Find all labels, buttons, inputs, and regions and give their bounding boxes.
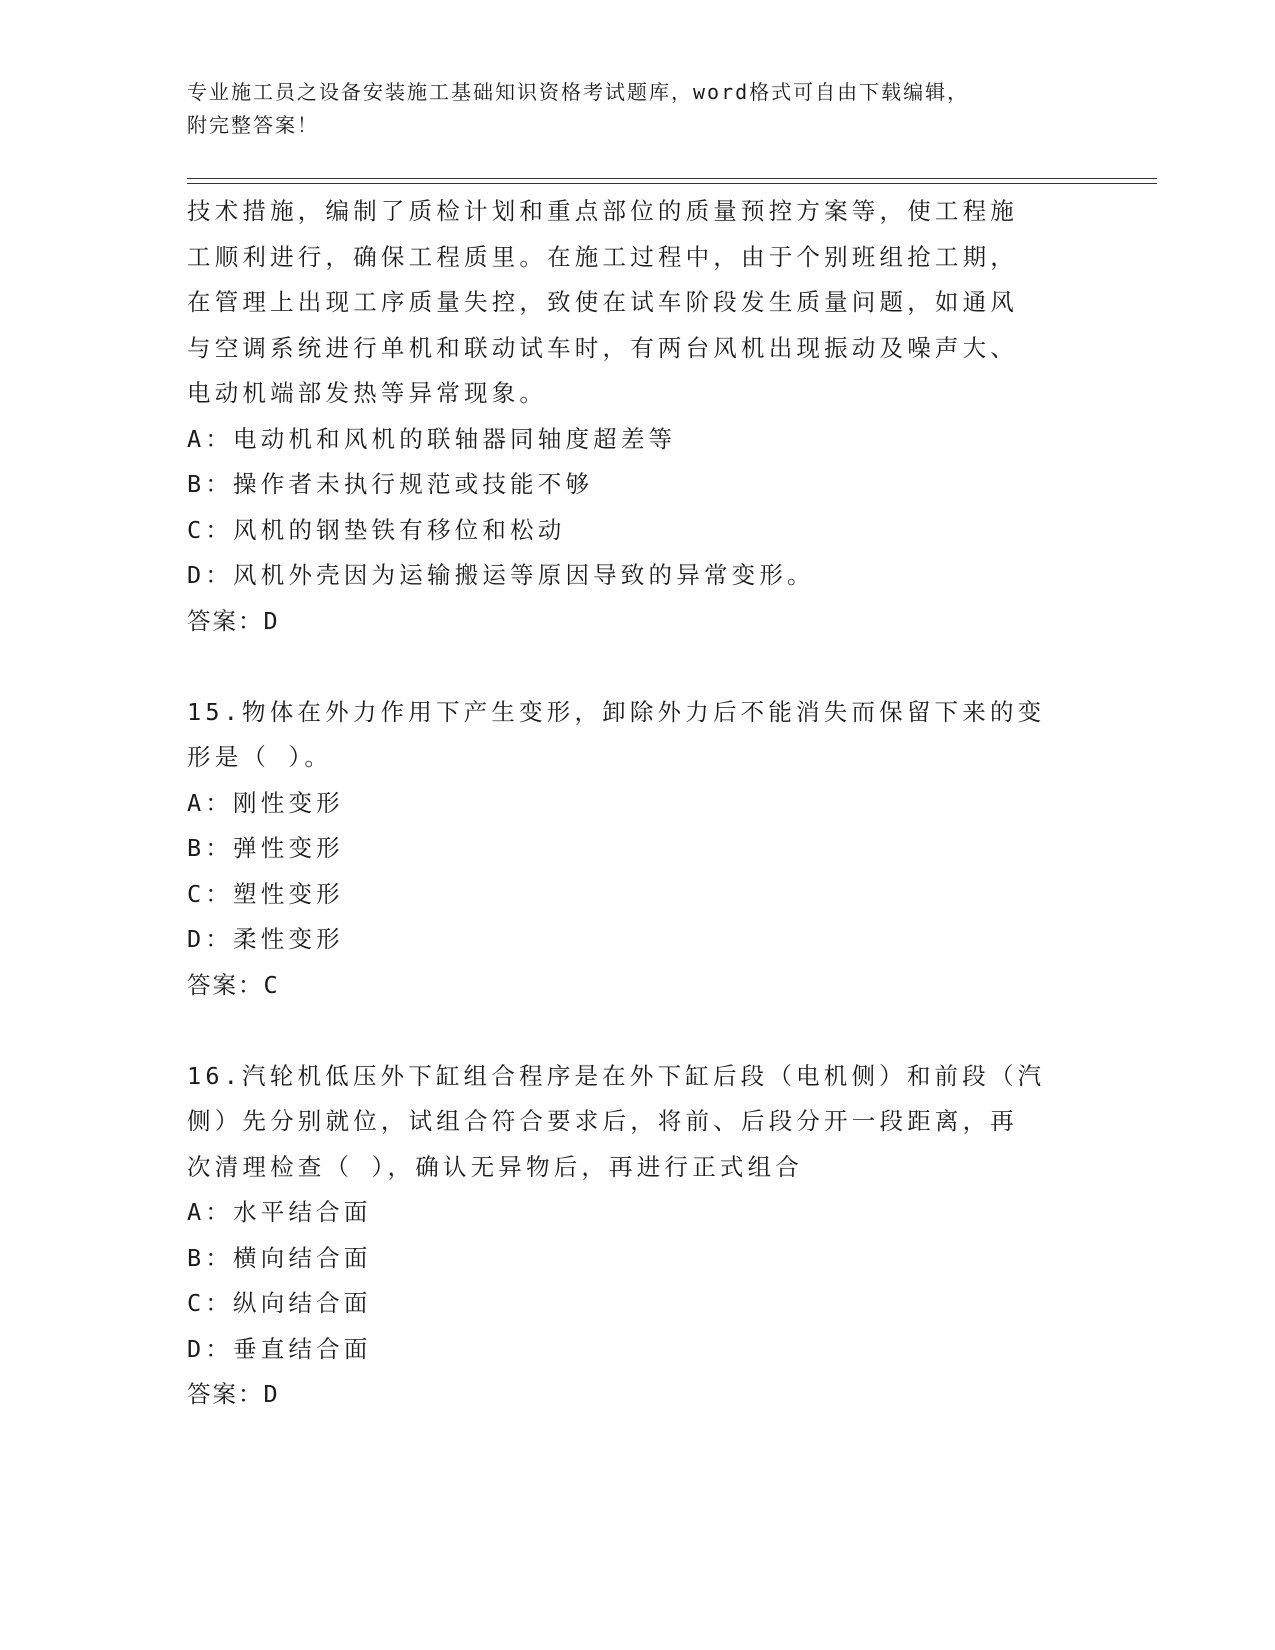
option-c: C：风机的钢垫铁有移位和松动 [187, 515, 566, 544]
option-a: A：水平结合面 [187, 1198, 372, 1226]
question-text-line: 侧）先分别就位，试组合符合要求后，将前、后段分开一段距离，再 [187, 1107, 1018, 1135]
option-c: C：塑性变形 [187, 879, 344, 908]
option-d: D：风机外壳因为运输搬运等原因导致的异常变形。 [187, 561, 815, 589]
header-line-2: 附完整答案！ [187, 113, 319, 137]
question-text-line: 电动机端部发热等异常现象。 [187, 379, 548, 407]
question-text-line: 形是（ ）。 [187, 743, 333, 771]
question-text-line: 工顺利进行，确保工程质里。在施工过程中，由于个别班组抢工期， [187, 242, 1018, 271]
question-text-line: 与空调系统进行单机和联动试车时，有两台风机出现振动及噪声大、 [187, 333, 1018, 362]
option-c: C：纵向结合面 [187, 1289, 372, 1317]
question-text-line: 次清理检查（ ），确认无异物后，再进行正式组合 [187, 1152, 803, 1181]
answer: 答案：D [187, 1380, 280, 1408]
question-text-line: 技术措施，编制了质检计划和重点部位的质量预控方案等，使工程施 [187, 197, 1018, 225]
question-spacer [187, 1008, 1087, 1054]
question-text-line: 16.汽轮机低压外下缸组合程序是在外下缸后段（电机侧）和前段（汽 [187, 1061, 1046, 1090]
page-header [187, 76, 1067, 142]
option-b: B：操作者未执行规范或技能不够 [187, 470, 594, 498]
document-body [187, 189, 1087, 1418]
question-spacer [187, 644, 1087, 690]
question-15 [187, 690, 1087, 1009]
question-text-line: 15.物体在外力作用下产生变形，卸除外力后不能消失而保留下来的变 [187, 697, 1046, 726]
answer: 答案：C [187, 970, 280, 999]
question-14 [187, 189, 1087, 644]
option-a: A：刚性变形 [187, 788, 344, 817]
option-b: B：弹性变形 [187, 834, 344, 862]
question-text-line: 在管理上出现工序质量失控，致使在试车阶段发生质量问题，如通风 [187, 288, 1018, 316]
option-a: A：电动机和风机的联轴器同轴度超差等 [187, 424, 677, 453]
header-divider-top [187, 178, 1157, 179]
question-16 [187, 1054, 1087, 1418]
option-b: B：横向结合面 [187, 1243, 372, 1272]
option-d: D：柔性变形 [187, 925, 344, 953]
option-d: D：垂直结合面 [187, 1334, 372, 1363]
header-line-1: 专业施工员之设备安装施工基础知识资格考试题库，word格式可自由下载编辑， [187, 80, 970, 104]
header-divider-bottom [187, 183, 1157, 184]
answer: 答案：D [187, 606, 280, 635]
